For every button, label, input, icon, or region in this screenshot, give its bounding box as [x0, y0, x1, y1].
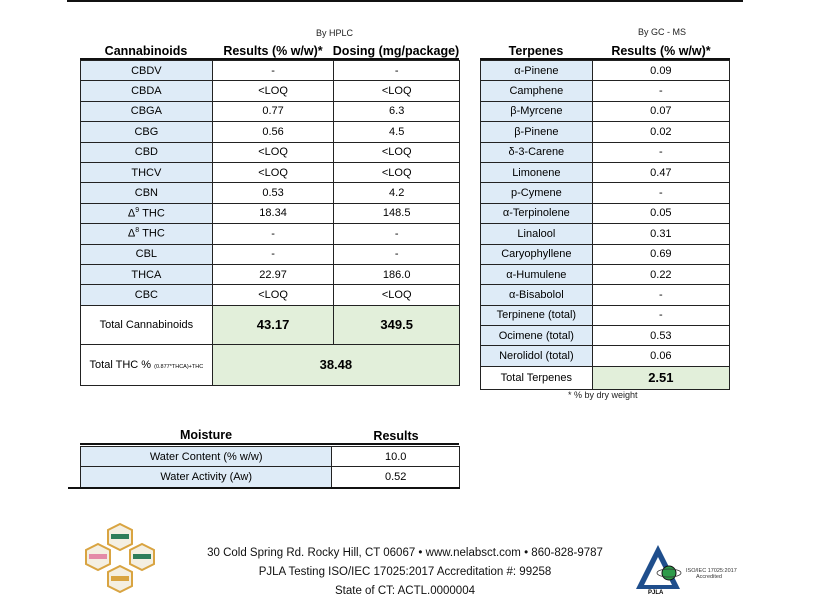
- cannabinoid-dosing: <LOQ: [334, 285, 460, 305]
- terpene-result: 0.69: [592, 244, 729, 264]
- cannabinoid-row: [81, 224, 460, 244]
- cannabinoid-result: 18.34: [212, 203, 334, 223]
- terpene-row: [481, 326, 730, 346]
- pjla-iso-text: ISO/IEC 17025:2017: [686, 568, 737, 574]
- terpene-result: 0.53: [592, 326, 729, 346]
- cannabinoid-result: 22.97: [212, 264, 334, 284]
- cannabinoid-row: [81, 61, 460, 81]
- cannabinoids-header: Cannabinoids: [104, 44, 188, 58]
- terpene-row: [481, 346, 730, 366]
- total-cannabinoids-dosing: 349.5: [334, 305, 460, 344]
- moisture-row: [81, 467, 460, 487]
- cannabinoid-row: [81, 183, 460, 203]
- terpenes-results-header: Results (% w/w)*: [611, 44, 711, 58]
- cannabinoid-name: [81, 285, 213, 305]
- footer-address: 30 Cold Spring Rd. Rocky Hill, CT 06067 • www.nelabsct.com • 860-828-9787: [207, 547, 603, 559]
- terpene-name: Caryophyllene: [481, 244, 593, 264]
- cannabinoid-name: [81, 244, 213, 264]
- total-terpenes-row: [481, 366, 730, 389]
- cannabinoid-result: 0.53: [212, 183, 334, 203]
- cannabinoid-row: [81, 142, 460, 162]
- cannabinoid-dosing: 186.0: [334, 264, 460, 284]
- cannabinoid-name: [81, 81, 213, 101]
- terpene-result: -: [592, 142, 729, 162]
- cannabinoid-name-suffix: THC: [139, 207, 165, 220]
- cannabinoid-name: [81, 264, 213, 284]
- cannabinoid-row: [81, 285, 460, 305]
- cannabinoid-dosing: 6.3: [334, 101, 460, 121]
- terpene-name: α-Bisabolol: [481, 285, 593, 305]
- cannabinoid-name: [81, 101, 213, 121]
- terpene-row: [481, 162, 730, 182]
- cannabinoid-row: [81, 122, 460, 142]
- pjla-accredited-text: Accredited: [696, 574, 722, 580]
- cannabinoid-dosing: -: [334, 244, 460, 264]
- cannabinoid-name: [81, 142, 213, 162]
- cannabinoid-name-text: Δ: [127, 207, 136, 220]
- total-thc-formula: (0.877*THCA)+THC: [154, 363, 204, 370]
- cannabinoid-result: 0.56: [212, 122, 334, 142]
- cannabinoid-name-text: CBN: [134, 187, 158, 200]
- cannabinoid-result: <LOQ: [212, 81, 334, 101]
- terpene-row: [481, 101, 730, 121]
- cannabinoid-name-text: CBDA: [131, 85, 162, 98]
- moisture-row: [81, 447, 460, 467]
- terpene-result: 0.22: [592, 264, 729, 284]
- terpene-name: Terpinene (total): [481, 305, 593, 325]
- cannabinoid-name-suffix: THC: [139, 228, 165, 241]
- cannabinoid-name-text: CBDV: [131, 64, 162, 77]
- cannabinoid-name-text: CBL: [135, 248, 158, 261]
- terpene-name: β-Myrcene: [481, 101, 593, 121]
- cannabinoids-table: [80, 60, 460, 386]
- cannabinoid-row: [81, 81, 460, 101]
- cannabinoids-results-header: Results (% w/w)*: [223, 44, 323, 58]
- cannabinoid-name-text: THCA: [131, 268, 162, 281]
- cannabinoid-dosing: 148.5: [334, 203, 460, 223]
- gcms-method-label: By GC - MS: [638, 27, 687, 37]
- terpene-result: 0.09: [592, 61, 729, 81]
- cannabinoid-result: -: [212, 244, 334, 264]
- terpene-result: 0.02: [592, 122, 729, 142]
- moisture-bottom-rule: [68, 487, 460, 489]
- cannabinoid-name: [81, 203, 213, 223]
- cannabinoid-name: [81, 122, 213, 142]
- cannabinoid-dosing: <LOQ: [334, 142, 460, 162]
- terpene-result: -: [592, 305, 729, 325]
- cannabinoid-name-text: THCV: [131, 166, 162, 179]
- terpene-row: [481, 203, 730, 223]
- cannabinoid-name-text: Δ: [127, 228, 136, 241]
- total-thc-label: Total THC %: [89, 358, 152, 371]
- terpene-row: [481, 285, 730, 305]
- cannabinoid-name: [81, 224, 213, 244]
- terpene-row: [481, 122, 730, 142]
- cannabinoid-result: 0.77: [212, 101, 334, 121]
- terpene-name: α-Terpinolene: [481, 203, 593, 223]
- moisture-result: 10.0: [332, 447, 460, 467]
- cannabinoid-row: [81, 203, 460, 223]
- cannabinoid-superscript: 9: [135, 207, 140, 215]
- terpene-name: Limonene: [481, 162, 593, 182]
- cannabinoid-row: [81, 101, 460, 121]
- total-thc-row: [81, 344, 460, 385]
- terpene-row: [481, 264, 730, 284]
- cannabinoid-dosing: -: [334, 61, 460, 81]
- cannabinoid-result: -: [212, 61, 334, 81]
- total-thc-label-cell: [81, 344, 213, 385]
- moisture-name: Water Activity (Aw): [81, 467, 332, 487]
- cannabinoid-row: [81, 264, 460, 284]
- terpene-row: [481, 81, 730, 101]
- total-terpenes-results: 2.51: [592, 366, 729, 389]
- cannabinoid-superscript: 8: [135, 227, 140, 235]
- terpene-result: 0.05: [592, 203, 729, 223]
- terpene-name: Nerolidol (total): [481, 346, 593, 366]
- cannabinoid-name-text: CBC: [134, 288, 158, 301]
- cannabinoid-name-text: CBG: [134, 125, 159, 138]
- terpene-name: β-Pinene: [481, 122, 593, 142]
- cannabinoid-row: [81, 162, 460, 182]
- terpenes-header: Terpenes: [508, 44, 564, 58]
- cannabinoid-dosing: 4.5: [334, 122, 460, 142]
- terpene-result: -: [592, 285, 729, 305]
- terpene-name: Camphene: [481, 81, 593, 101]
- total-cannabinoids-row: [81, 305, 460, 344]
- total-thc-value: 38.48: [212, 344, 459, 385]
- pjla-text: PJLA: [648, 590, 664, 596]
- cannabinoid-dosing: 4.2: [334, 183, 460, 203]
- moisture-table: [80, 446, 460, 488]
- terpene-name: α-Humulene: [481, 264, 593, 284]
- total-terpenes-label: Total Terpenes: [481, 366, 593, 389]
- terpene-row: [481, 305, 730, 325]
- certification-badges-icon: [80, 522, 160, 597]
- terpene-result: 0.06: [592, 346, 729, 366]
- cannabinoid-result: <LOQ: [212, 142, 334, 162]
- cannabinoid-dosing: -: [334, 224, 460, 244]
- cannabinoid-result: <LOQ: [212, 162, 334, 182]
- moisture-header-rule: [80, 443, 459, 445]
- pjla-logo: [636, 543, 751, 601]
- moisture-name: Water Content (% w/w): [81, 447, 332, 467]
- terpene-row: [481, 142, 730, 162]
- dosing-header: Dosing (mg/package): [332, 44, 460, 58]
- hplc-method-label: By HPLC: [316, 28, 354, 38]
- cannabinoid-name: [81, 162, 213, 182]
- footer-state-license: State of CT: ACTL.0000004: [334, 585, 475, 597]
- cannabinoid-result: <LOQ: [212, 285, 334, 305]
- terpene-name: α-Pinene: [481, 61, 593, 81]
- cannabinoid-dosing: <LOQ: [334, 162, 460, 182]
- terpene-row: [481, 224, 730, 244]
- terpene-result: -: [592, 81, 729, 101]
- dry-weight-note: * % by dry weight: [568, 390, 638, 400]
- cannabinoid-name-text: CBD: [134, 146, 158, 159]
- cannabinoid-name: [81, 183, 213, 203]
- terpene-result: 0.07: [592, 101, 729, 121]
- cannabinoid-row: [81, 244, 460, 264]
- terpene-name: Linalool: [481, 224, 593, 244]
- certification-badges: [80, 522, 160, 597]
- cannabinoid-dosing: <LOQ: [334, 81, 460, 101]
- terpene-result: 0.47: [592, 162, 729, 182]
- moisture-header: Moisture: [179, 428, 233, 442]
- terpene-row: [481, 244, 730, 264]
- terpene-row: [481, 183, 730, 203]
- moisture-results-header: Results: [373, 429, 419, 443]
- terpene-row: [481, 61, 730, 81]
- terpene-result: 0.31: [592, 224, 729, 244]
- moisture-result: 0.52: [332, 467, 460, 487]
- cannabinoid-name-text: CBGA: [130, 105, 162, 118]
- terpenes-table: [480, 60, 730, 390]
- total-cannabinoids-results: 43.17: [212, 305, 334, 344]
- cannabinoid-result: -: [212, 224, 334, 244]
- footer-accreditation: PJLA Testing ISO/IEC 17025:2017 Accreditation #: 99258: [258, 566, 552, 578]
- top-border: [67, 0, 743, 2]
- terpene-name: p-Cymene: [481, 183, 593, 203]
- terpene-name: δ-3-Carene: [481, 142, 593, 162]
- cannabinoid-name: [81, 61, 213, 81]
- terpene-name: Ocimene (total): [481, 326, 593, 346]
- terpene-result: -: [592, 183, 729, 203]
- total-cannabinoids-label: Total Cannabinoids: [81, 305, 213, 344]
